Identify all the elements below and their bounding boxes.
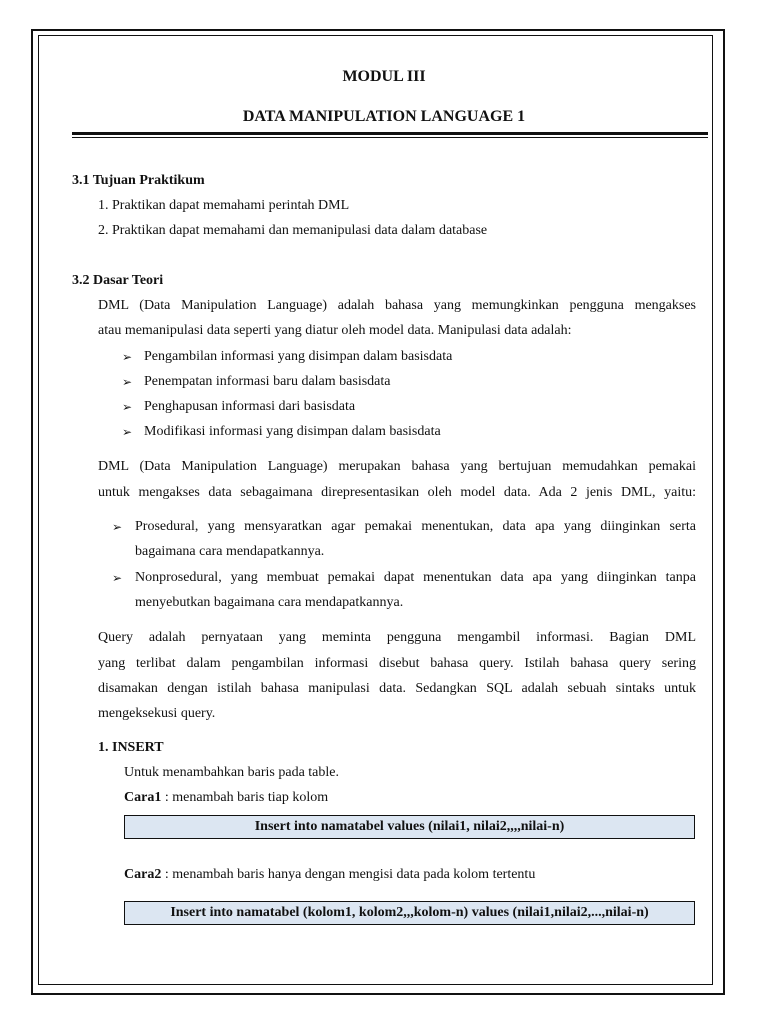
paragraph-line: disamakan dengan istilah bahasa manipulasi data. Sedangkan SQL adalah sebuah sintaks untuk <box>98 681 696 696</box>
code-box-insert-values: Insert into namatabel values (nilai1, nilai2,,,,nilai-n) <box>124 815 695 839</box>
bullet-text: Pengambilan informasi yang disimpan dalam basisdata <box>144 349 453 364</box>
cara1-text: : menambah baris tiap kolom <box>161 790 329 805</box>
cara2-text: : menambah baris hanya dengan mengisi data pada kolom tertentu <box>161 867 536 882</box>
cara1-label: Cara1 <box>124 790 162 805</box>
list-item: 2. Praktikan dapat memahami dan memanipulasi data dalam database <box>98 223 488 238</box>
list-item: 1. Praktikan dapat memahami perintah DML <box>98 198 350 213</box>
arrow-bullet-icon: ➢ <box>122 375 133 389</box>
paragraph-line: DML (Data Manipulation Language) merupakan bahasa yang bertujuan memudahkan pemakai <box>98 459 696 474</box>
header-rule-thick <box>72 132 708 135</box>
code-box-insert-columns: Insert into namatabel (kolom1, kolom2,,,kolom-n) values (nilai1,nilai2,...,nilai-n) <box>124 901 695 925</box>
insert-description: Untuk menambahkan baris pada table. <box>124 765 339 780</box>
paragraph-line: untuk mengakses data sebagaimana direpresentasikan oleh model data. Ada 2 jenis DML, yaitu: <box>98 485 696 500</box>
paragraph-line: yang terlibat dalam pengambilan informasi disebut bahasa query. Istilah bahasa query sering <box>98 656 696 671</box>
arrow-bullet-icon: ➢ <box>122 425 133 439</box>
section-heading-tujuan: 3.1 Tujuan Praktikum <box>72 173 205 188</box>
module-subtitle: DATA MANIPULATION LANGUAGE 1 <box>242 108 526 125</box>
module-title: MODUL III <box>342 68 426 85</box>
bullet-text-continued: bagaimana cara mendapatkannya. <box>135 544 325 559</box>
arrow-bullet-icon: ➢ <box>122 400 133 414</box>
paragraph-line: atau memanipulasi data seperti yang diatur oleh model data. Manipulasi data adalah: <box>98 323 572 338</box>
cara2-line <box>124 866 535 884</box>
arrow-bullet-icon: ➢ <box>122 350 133 364</box>
bullet-text: Penghapusan informasi dari basisdata <box>144 399 356 414</box>
paragraph-line: mengeksekusi query. <box>98 706 216 721</box>
bullet-text: Prosedural, yang mensyaratkan agar pemakai menentukan, data apa yang diinginkan serta <box>135 519 696 534</box>
bullet-text: Penempatan informasi baru dalam basisdata <box>144 374 391 389</box>
section-heading-dasar-teori: 3.2 Dasar Teori <box>72 273 164 288</box>
insert-heading: 1. INSERT <box>98 740 164 755</box>
cara1-line <box>124 789 328 807</box>
header-rule-thin <box>72 137 708 138</box>
cara2-label: Cara2 <box>124 867 162 882</box>
bullet-text-continued: menyebutkan bagaimana cara mendapatkannya. <box>135 595 404 610</box>
arrow-bullet-icon: ➢ <box>112 520 123 534</box>
paragraph-line: DML (Data Manipulation Language) adalah bahasa yang memungkinkan pengguna mengakses <box>98 298 696 313</box>
arrow-bullet-icon: ➢ <box>112 571 123 585</box>
bullet-text: Modifikasi informasi yang disimpan dalam basisdata <box>144 424 441 439</box>
bullet-text: Nonprosedural, yang membuat pemakai dapat menentukan data apa yang diinginkan tanpa <box>135 570 696 585</box>
paragraph-line: Query adalah pernyataan yang meminta pengguna mengambil informasi. Bagian DML <box>98 630 696 645</box>
